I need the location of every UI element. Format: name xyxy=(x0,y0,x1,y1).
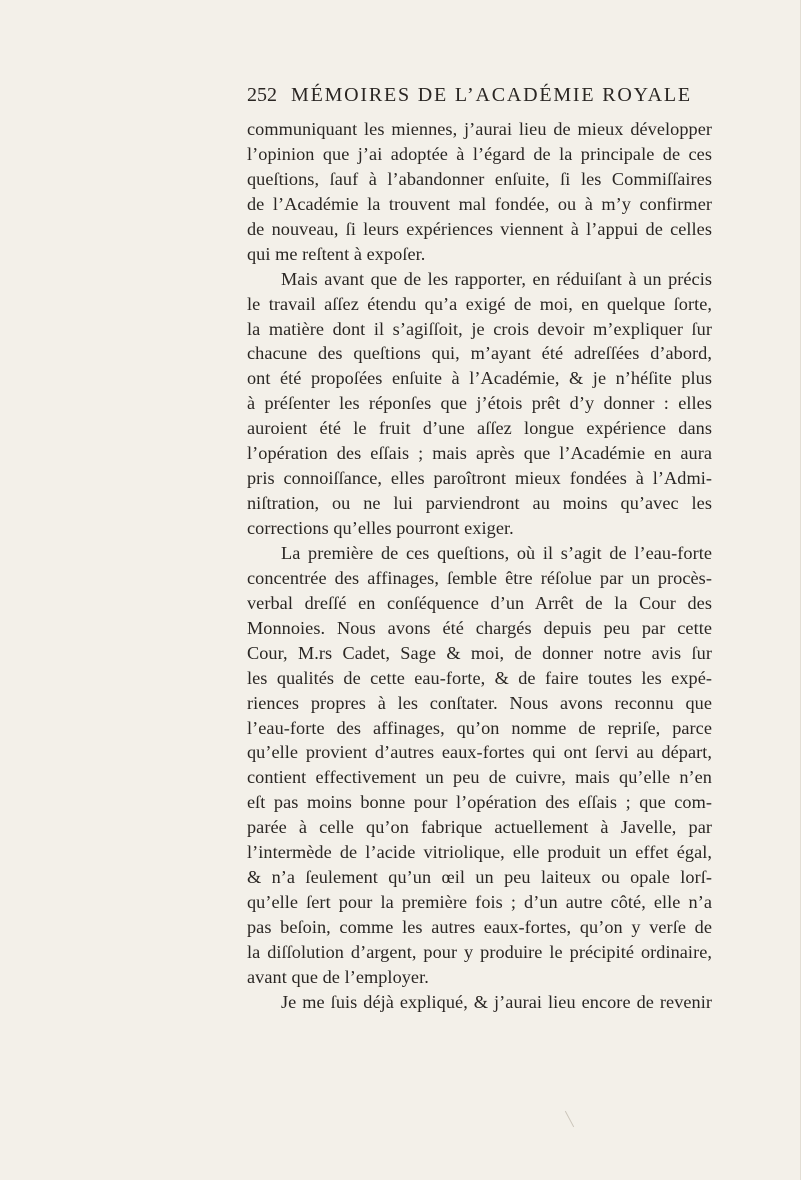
text-line: avant que de l’employer. xyxy=(247,966,429,987)
text-line: ont été propoſées enſuite à l’Académie, & je n’héſite plus xyxy=(247,368,712,389)
text-line: de nouveau, ſi leurs expériences viennent à l’appui de celles xyxy=(247,218,712,239)
text-line: auroient été le fruit d’une aſſez longue expérience dans xyxy=(247,418,712,439)
text-line: communiquant les miennes, j’aurai lieu de mieux développer xyxy=(247,119,712,139)
page-header xyxy=(247,84,717,114)
text-line: eſt pas moins bonne pour l’opération des eſſais ; que com- xyxy=(247,792,712,813)
text-line: verbal dreſſé en conſéquence d’un Arrêt de la Cour des xyxy=(247,592,712,613)
text-line: riences propres à les conſtater. Nous avons reconnu que xyxy=(247,692,712,713)
page-number: 252 xyxy=(247,84,277,106)
paragraph-first-line: La première de ces queſtions, où il s’agit de l’eau-forte xyxy=(281,542,712,563)
text-line: qu’elle ſert pour la première fois ; d’un autre côté, elle n’a xyxy=(247,892,712,913)
text-line: les qualités de cette eau-forte, & de faire toutes les expé- xyxy=(247,667,712,688)
text-line: contient effectivement un peu de cuivre, mais qu’elle n’en xyxy=(247,767,712,788)
text-line: l’opération des eſſais ; mais après que l’Académie en aura xyxy=(247,443,712,464)
paragraph-first-line: Je me ſuis déjà expliqué, & j’aurai lieu encore de revenir xyxy=(281,991,712,1012)
running-head: MÉMOIRES DE L’ACADÉMIE ROYALE xyxy=(291,84,692,106)
text-line: le travail aſſez étendu qu’a exigé de moi, en quelque ſorte, xyxy=(247,293,712,314)
text-line: corrections qu’elles pourront exiger. xyxy=(247,518,514,538)
text-line: à préſenter les réponſes que j’étois prêt d’y donner : elles xyxy=(247,393,712,414)
text-line: la matière dont il s’agiſſoit, je crois devoir m’expliquer ſur xyxy=(247,318,712,339)
body-text xyxy=(247,117,712,1015)
text-line: la diſſolution d’argent, pour y produire le précipité ordinaire, xyxy=(247,941,712,962)
text-line: l’eau-forte des affinages, qu’on nomme de repriſe, parce xyxy=(247,717,712,738)
text-line: parée à celle qu’on fabrique actuellement à Javelle, par xyxy=(247,817,712,838)
text-line: concentrée des affinages, ſemble être réſolue par un procès- xyxy=(247,567,712,588)
text-line: qui me reſtent à expoſer. xyxy=(247,243,426,264)
text-line: l’opinion que j’ai adoptée à l’égard de la principale de ces xyxy=(247,143,712,164)
text-line: queſtions, ſauf à l’abandonner enſuite, ſi les Commiſſaires xyxy=(247,168,712,189)
scan-mark xyxy=(565,1111,574,1127)
text-line: pas beſoin, comme les autres eaux-fortes, qu’on y verſe de xyxy=(247,917,712,937)
text-line: qu’elle provient d’autres eaux-fortes qui ont ſervi au départ, xyxy=(247,742,712,763)
text-line: Cour, M.rs Cadet, Sage & moi, de donner notre avis ſur xyxy=(247,642,712,663)
text-line: l’intermède de l’acide vitriolique, elle produit un effet égal, xyxy=(247,842,712,863)
text-line: niſtration, ou ne lui parviendront au moins qu’avec les xyxy=(247,493,712,514)
text-line: de l’Académie la trouvent mal fondée, ou à m’y confirmer xyxy=(247,193,712,214)
text-line: & n’a ſeulement qu’un œil un peu laiteux ou opale lorſ- xyxy=(247,867,712,888)
text-line: pris connoiſſance, elles paroîtront mieux fondées à l’Admi- xyxy=(247,468,712,489)
text-line: Monnoies. Nous avons été chargés depuis peu par cette xyxy=(247,617,712,638)
text-line: chacune des queſtions qui, m’ayant été adreſſées d’abord, xyxy=(247,343,712,364)
paragraph-first-line: Mais avant que de les rapporter, en réduiſant à un précis xyxy=(281,268,712,289)
